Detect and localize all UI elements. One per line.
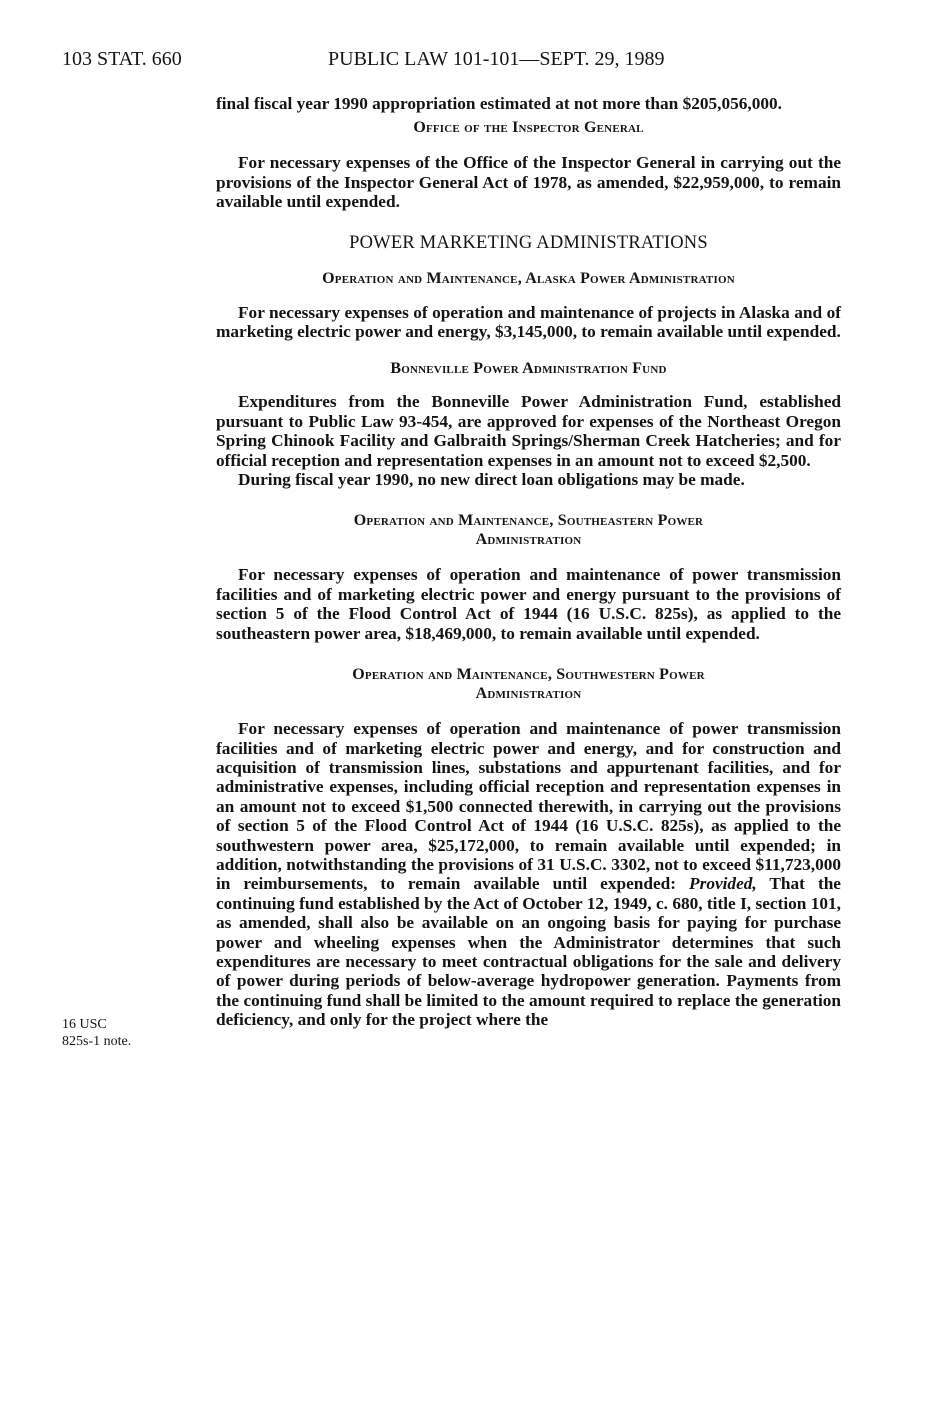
alaska-heading: Operation and Maintenance, Alaska Power Administration xyxy=(322,269,735,287)
inspector-general-paragraph: For necessary expenses of the Office of the Inspector General in carrying out the provisions of the Inspector General Act of 1978, as amended, $22,959,000, to remain available until expended. xyxy=(216,153,841,212)
continuation-paragraph: final fiscal year 1990 appropriation estimated at not more than $205,056,000. xyxy=(216,94,782,113)
provided-italic: Provided, xyxy=(689,874,757,894)
margin-note-line-1: 16 USC xyxy=(62,1017,107,1032)
southwestern-text-part-1: For necessary expenses of operation and maintenance of power transmission facilities and of marketing electric power and energy, and for construction and acquisition of transmission lines, substations and appurtenant facilities, and for administrative expenses, including official reception and representation expenses in an amount not to exceed $1,500 connected therewith, in carrying out the provisions of section 5 of the Flood Control Act of 1944 (16 U.S.C. 825s), as applied to the southwestern power area, $25,172,000, to remain available until expended; in addition, notwithstanding the provisions of 31 U.S.C. 3302, not to exceed $11,723,000 in reimbursements, to remain available until expended: xyxy=(216,719,841,894)
statute-page-reference: 103 STAT. 660 xyxy=(62,48,182,70)
southeastern-heading-line-1: Operation and Maintenance, Southeastern Power xyxy=(353,512,704,530)
public-law-title: PUBLIC LAW 101-101—SEPT. 29, 1989 xyxy=(328,48,665,70)
page-header xyxy=(62,46,842,72)
southeastern-paragraph: For necessary expenses of operation and maintenance of power transmission facilities and of marketing electric power and energy pursuant to the provisions of section 5 of the Flood Control Act of 1944 (16 U.S.C. 825s), as applied to the southeastern power area, $18,469,000, to remain available until expended. xyxy=(216,565,841,643)
main-text xyxy=(216,94,841,1030)
bonneville-paragraph-2: During fiscal year 1990, no new direct loan obligations may be made. xyxy=(238,470,745,490)
southwestern-heading-line-1: Operation and Maintenance, Southwestern Power xyxy=(352,666,705,684)
southeastern-heading-line-2: Administration xyxy=(475,531,582,549)
margin-note xyxy=(62,1016,182,1050)
southwestern-text-part-2: That the continuing fund established by the Act of October 12, 1949, c. 680, title I, section 101, as amended, shall also be available on an ongoing basis for paying for purchase power and wheeling expenses when the Administrator determines that such expenditures are necessary to meet contractual obligations for the sale and delivery of power during periods of below-average hydropower generation. Payments from the continuing fund shall be limited to the amount required to replace the generation deficiency, and only for the project where the xyxy=(216,874,841,1030)
power-marketing-heading: POWER MARKETING ADMINISTRATIONS xyxy=(349,232,708,253)
bonneville-heading: Bonneville Power Administration Fund xyxy=(390,360,667,378)
bonneville-paragraph: Expenditures from the Bonneville Power Administration Fund, established pursuant to Public Law 93-454, are approved for expenses of the Northeast Oregon Spring Chinook Facility and Galbraith Springs/Sherman Creek Hatcheries; and for official reception and representation expenses in an amount not to exceed $2,500. xyxy=(216,392,841,470)
alaska-paragraph: For necessary expenses of operation and maintenance of projects in Alaska and of marketing electric power and energy, $3,145,000, to remain available until expended. xyxy=(216,302,841,342)
margin-note-line-2: 825s-1 note. xyxy=(62,1034,132,1049)
southwestern-heading-line-2: Administration xyxy=(475,685,582,703)
inspector-general-heading: Office of the Inspector General xyxy=(413,119,644,137)
southwestern-paragraph xyxy=(216,719,841,1030)
